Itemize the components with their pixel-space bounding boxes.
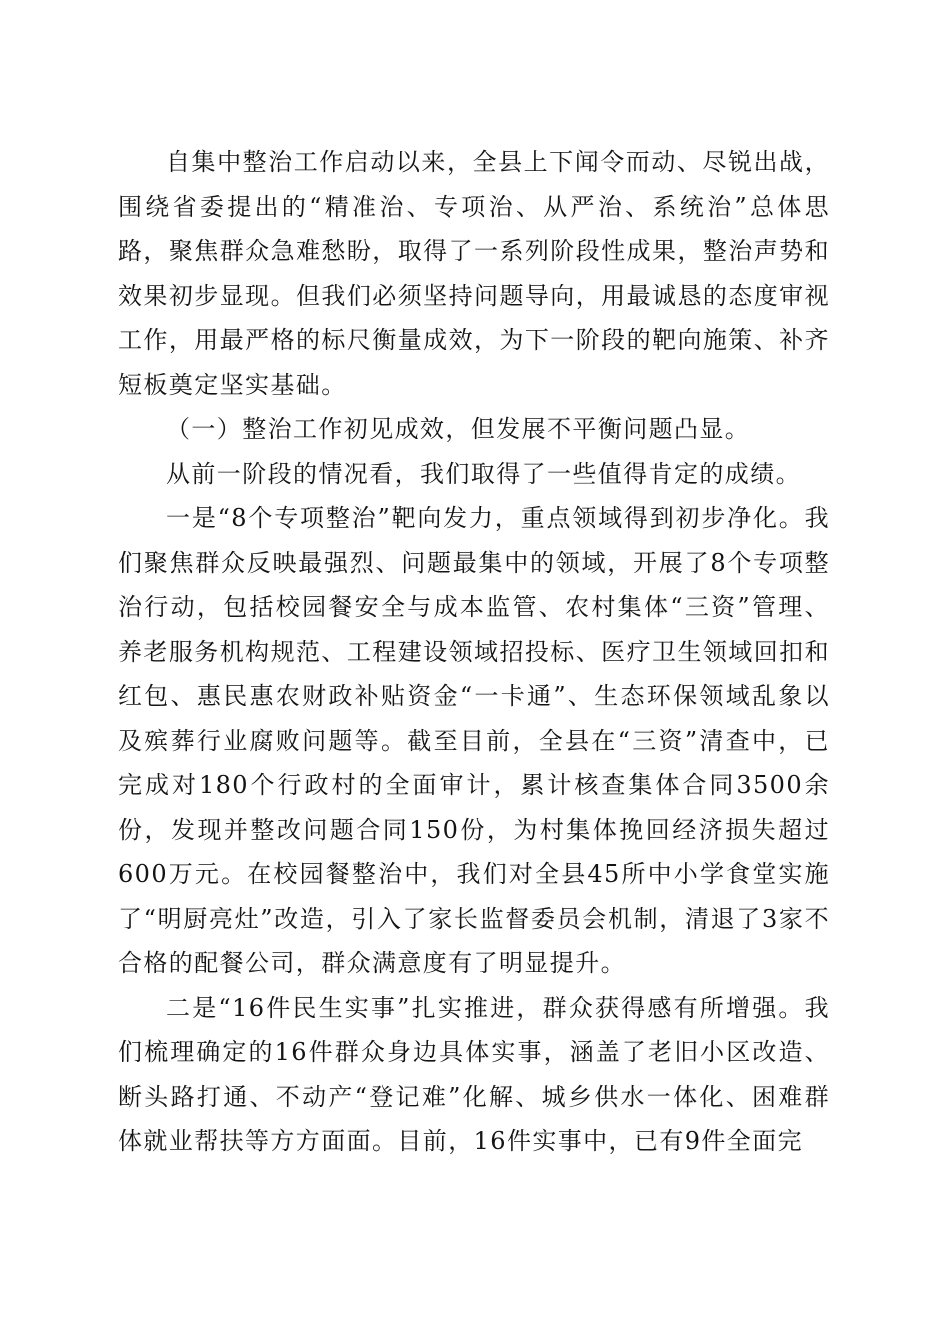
- document-body: [118, 140, 830, 1164]
- intro-paragraph: 自集中整治工作启动以来，全县上下闻令而动、尽锐出战，围绕省委提出的“精准治、专项治、从严治、系统治”总体思路，聚焦群众急难愁盼，取得了一系列阶段性成果，整治声势和效果初步显现。但我们必须坚持问题导向，用最诚恳的态度审视工作，用最严格的标尺衡量成效，为下一阶段的靶向施策、补齐短板奠定坚实基础。: [118, 148, 830, 399]
- achievement-paragraph-1: 一是“8个专项整治”靶向发力，重点领域得到初步净化。我们聚焦群众反映最强烈、问题最集中的领域，开展了8个专项整治行动，包括校园餐安全与成本监管、农村集体“三资”管理、养老服务机构规范、工程建设领域招投标、医疗卫生领域回扣和红包、惠民惠农财政补贴资金“一卡通”、生态环保领域乱象以及殡葬行业腐败问题等。截至目前，全县在“三资”清查中，已完成对180个行政村的全面审计，累计核查集体合同3500余份，发现并整改问题合同150份，为村集体挽回经济损失超过600万元。在校园餐整治中，我们对全县45所中小学食堂实施了“明厨亮灶”改造，引入了家长监督委员会机制，清退了3家不合格的配餐公司，群众满意度有了明显提升。: [118, 504, 830, 977]
- achievement-paragraph-2: 二是“16件民生实事”扎实推进，群众获得感有所增强。我们梳理确定的16件群众身边具体实事，涵盖了老旧小区改造、断头路打通、不动产“登记难”化解、城乡供水一体化、困难群体就业帮扶等方方面面。目前，16件实事中，已有9件全面完: [118, 993, 830, 1155]
- summary-paragraph: 从前一阶段的情况看，我们取得了一些值得肯定的成绩。: [166, 459, 801, 488]
- section-heading: （一）整治工作初见成效，但发展不平衡问题凸显。: [166, 415, 751, 443]
